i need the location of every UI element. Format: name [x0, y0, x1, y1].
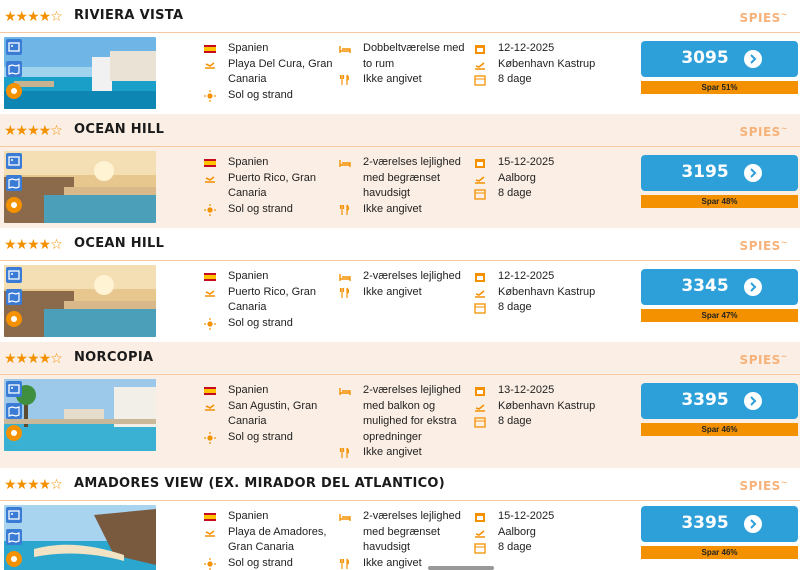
departure-icon [474, 173, 486, 185]
hotel-photo[interactable] [4, 265, 156, 337]
map-icon[interactable] [6, 175, 22, 191]
scrollbar-thumb[interactable] [428, 566, 494, 570]
sun-icon [6, 83, 22, 99]
hotel-name[interactable]: OCEAN HILL [74, 236, 165, 251]
departure-airport: København Kastrup [498, 399, 596, 412]
star-rating [4, 350, 62, 366]
departure-icon [474, 527, 486, 539]
map-icon[interactable] [6, 403, 22, 419]
hotel-photo[interactable] [4, 37, 156, 109]
travel-theme: Sol og strand [228, 556, 293, 569]
room-column [339, 155, 473, 217]
chevron-right-icon [744, 50, 762, 68]
hotel-name[interactable]: RIVIERA VISTA [74, 8, 184, 23]
hotel-card-header [0, 0, 800, 33]
travel-theme: Sol og strand [228, 202, 293, 215]
travel-theme: Sol og strand [228, 316, 293, 329]
location-column [204, 41, 340, 103]
hotel-card-header [0, 228, 800, 261]
room-type: 2-værelses lejlighed med begrænset havudsigt [363, 510, 461, 554]
stars-filled: ★★★★ [4, 236, 51, 252]
room-type: Dobbeltværelse med to rum [363, 42, 465, 70]
star-rating [4, 236, 62, 252]
map-icon[interactable] [6, 529, 22, 545]
destination: Puerto Rico, Gran Canaria [228, 285, 317, 314]
sun-icon [204, 90, 216, 102]
trip-duration: 8 dage [498, 187, 532, 200]
chevron-right-icon [744, 164, 762, 182]
price-amount: 3395 [681, 513, 729, 533]
plane-icon [204, 59, 216, 71]
price-amount: 3395 [681, 390, 729, 410]
cutlery-icon [339, 558, 351, 570]
hotel-card[interactable] [0, 342, 800, 468]
hotel-card[interactable] [0, 0, 800, 114]
saving-badge: Spar 51% [641, 81, 798, 94]
sun-icon [6, 311, 22, 327]
price-amount: 3195 [681, 162, 729, 182]
departure-date: 15-12-2025 [498, 510, 555, 522]
destination: Puerto Rico, Gran Canaria [228, 171, 317, 200]
destination: San Agustin, Gran Canaria [228, 399, 318, 428]
departure-column [474, 383, 634, 430]
hotel-photo[interactable] [4, 505, 156, 570]
calendar-icon [474, 157, 486, 169]
location-column [204, 155, 340, 217]
price-button[interactable] [641, 155, 798, 191]
hotel-card[interactable] [0, 114, 800, 228]
departure-date: 12-12-2025 [498, 270, 555, 282]
stars-empty: ☆ [50, 8, 62, 24]
photo-icon[interactable] [6, 381, 22, 397]
calendar-icon [474, 416, 486, 428]
chevron-right-icon [744, 515, 762, 533]
stars-empty: ☆ [50, 236, 62, 252]
saving-badge: Spar 48% [641, 195, 798, 208]
stars-empty: ☆ [50, 350, 62, 366]
sun-icon [204, 432, 216, 444]
photo-icon[interactable] [6, 153, 22, 169]
departure-airport: Aalborg [498, 171, 536, 184]
saving-badge: Spar 47% [641, 309, 798, 322]
hotel-name[interactable]: OCEAN HILL [74, 122, 165, 137]
departure-icon [474, 287, 486, 299]
destination: Playa de Amadores, Gran Canaria [228, 525, 327, 554]
brand-logo: SPIES~ [739, 124, 788, 139]
price-amount: 3345 [681, 276, 729, 296]
sun-icon [6, 425, 22, 441]
calendar-icon [474, 43, 486, 55]
room-type: 2-værelses lejlighed [363, 270, 461, 282]
bed-icon [339, 43, 351, 55]
plane-icon [204, 173, 216, 185]
cutlery-icon [339, 287, 351, 299]
room-column [339, 383, 473, 461]
board-type: Ikke angivet [363, 556, 422, 569]
calendar-icon [474, 74, 486, 86]
calendar-icon [474, 511, 486, 523]
sun-icon [6, 197, 22, 213]
stars-filled: ★★★★ [4, 350, 51, 366]
price-button[interactable] [641, 269, 798, 305]
photo-icon[interactable] [6, 39, 22, 55]
departure-column [474, 41, 634, 88]
spain-flag-icon [204, 511, 216, 523]
sun-icon [204, 318, 216, 330]
trip-duration: 8 dage [498, 415, 532, 428]
map-icon[interactable] [6, 289, 22, 305]
hotel-card[interactable] [0, 468, 800, 570]
hotel-card-header [0, 342, 800, 375]
bed-icon [339, 511, 351, 523]
calendar-icon [474, 188, 486, 200]
country: Spanien [228, 42, 269, 54]
spain-flag-icon [204, 43, 216, 55]
plane-icon [204, 287, 216, 299]
brand-logo: SPIES~ [739, 478, 788, 493]
brand-logo: SPIES~ [739, 10, 788, 25]
photo-icon[interactable] [6, 507, 22, 523]
departure-column [474, 269, 634, 316]
stars-filled: ★★★★ [4, 476, 51, 492]
brand-logo: SPIES~ [739, 238, 788, 253]
departure-icon [474, 59, 486, 71]
price-button[interactable] [641, 506, 798, 542]
room-column [339, 269, 473, 300]
hotel-photo[interactable] [4, 379, 156, 451]
departure-airport: København Kastrup [498, 285, 596, 298]
saving-badge: Spar 46% [641, 546, 798, 559]
star-rating [4, 476, 62, 492]
calendar-icon [474, 385, 486, 397]
bed-icon [339, 157, 351, 169]
sun-icon [204, 558, 216, 570]
board-type: Ikke angivet [363, 285, 422, 298]
plane-icon [204, 527, 216, 539]
stars-empty: ☆ [50, 476, 62, 492]
spain-flag-icon [204, 271, 216, 283]
room-column [339, 41, 473, 88]
trip-duration: 8 dage [498, 301, 532, 314]
departure-date: 13-12-2025 [498, 384, 555, 396]
map-icon[interactable] [6, 61, 22, 77]
travel-theme: Sol og strand [228, 88, 293, 101]
departure-column [474, 509, 634, 556]
price-button[interactable] [641, 383, 798, 419]
departure-airport: Aalborg [498, 525, 536, 538]
cutlery-icon [339, 447, 351, 459]
location-column [204, 269, 340, 331]
hotel-card-header [0, 468, 800, 501]
cutlery-icon [339, 74, 351, 86]
bed-icon [339, 385, 351, 397]
spain-flag-icon [204, 157, 216, 169]
departure-date: 15-12-2025 [498, 156, 555, 168]
room-type: 2-værelses lejlighed med balkon og mulighed for ekstra opredninger [363, 384, 461, 443]
country: Spanien [228, 384, 269, 396]
price-amount: 3095 [681, 48, 729, 68]
hotel-name[interactable]: AMADORES VIEW (EX. MIRADOR DEL ATLANTICO) [74, 476, 446, 491]
cutlery-icon [339, 204, 351, 216]
plane-icon [204, 401, 216, 413]
hotel-card[interactable] [0, 228, 800, 342]
departure-icon [474, 401, 486, 413]
trip-duration: 8 dage [498, 73, 532, 86]
bed-icon [339, 271, 351, 283]
destination: Playa Del Cura, Gran Canaria [228, 57, 333, 86]
chevron-right-icon [744, 278, 762, 296]
hotel-name[interactable]: NORCOPIA [74, 350, 154, 365]
star-rating [4, 8, 62, 24]
country: Spanien [228, 156, 269, 168]
sun-icon [6, 551, 22, 567]
sun-icon [204, 204, 216, 216]
board-type: Ikke angivet [363, 446, 422, 459]
brand-logo: SPIES~ [739, 352, 788, 367]
chevron-right-icon [744, 392, 762, 410]
calendar-icon [474, 542, 486, 554]
board-type: Ikke angivet [363, 73, 422, 86]
departure-airport: København Kastrup [498, 57, 596, 70]
location-column [204, 509, 340, 570]
location-column [204, 383, 340, 445]
calendar-icon [474, 271, 486, 283]
country: Spanien [228, 270, 269, 282]
travel-theme: Sol og strand [228, 430, 293, 443]
price-button[interactable] [641, 41, 798, 77]
country: Spanien [228, 510, 269, 522]
hotel-card-header [0, 114, 800, 147]
calendar-icon [474, 302, 486, 314]
board-type: Ikke angivet [363, 202, 422, 215]
photo-icon[interactable] [6, 267, 22, 283]
stars-filled: ★★★★ [4, 8, 51, 24]
saving-badge: Spar 46% [641, 423, 798, 436]
stars-empty: ☆ [50, 122, 62, 138]
room-type: 2-værelses lejlighed med begrænset havudsigt [363, 156, 461, 200]
room-column [339, 509, 473, 570]
spain-flag-icon [204, 385, 216, 397]
trip-duration: 8 dage [498, 541, 532, 554]
stars-filled: ★★★★ [4, 122, 51, 138]
departure-column [474, 155, 634, 202]
departure-date: 12-12-2025 [498, 42, 555, 54]
star-rating [4, 122, 62, 138]
hotel-photo[interactable] [4, 151, 156, 223]
